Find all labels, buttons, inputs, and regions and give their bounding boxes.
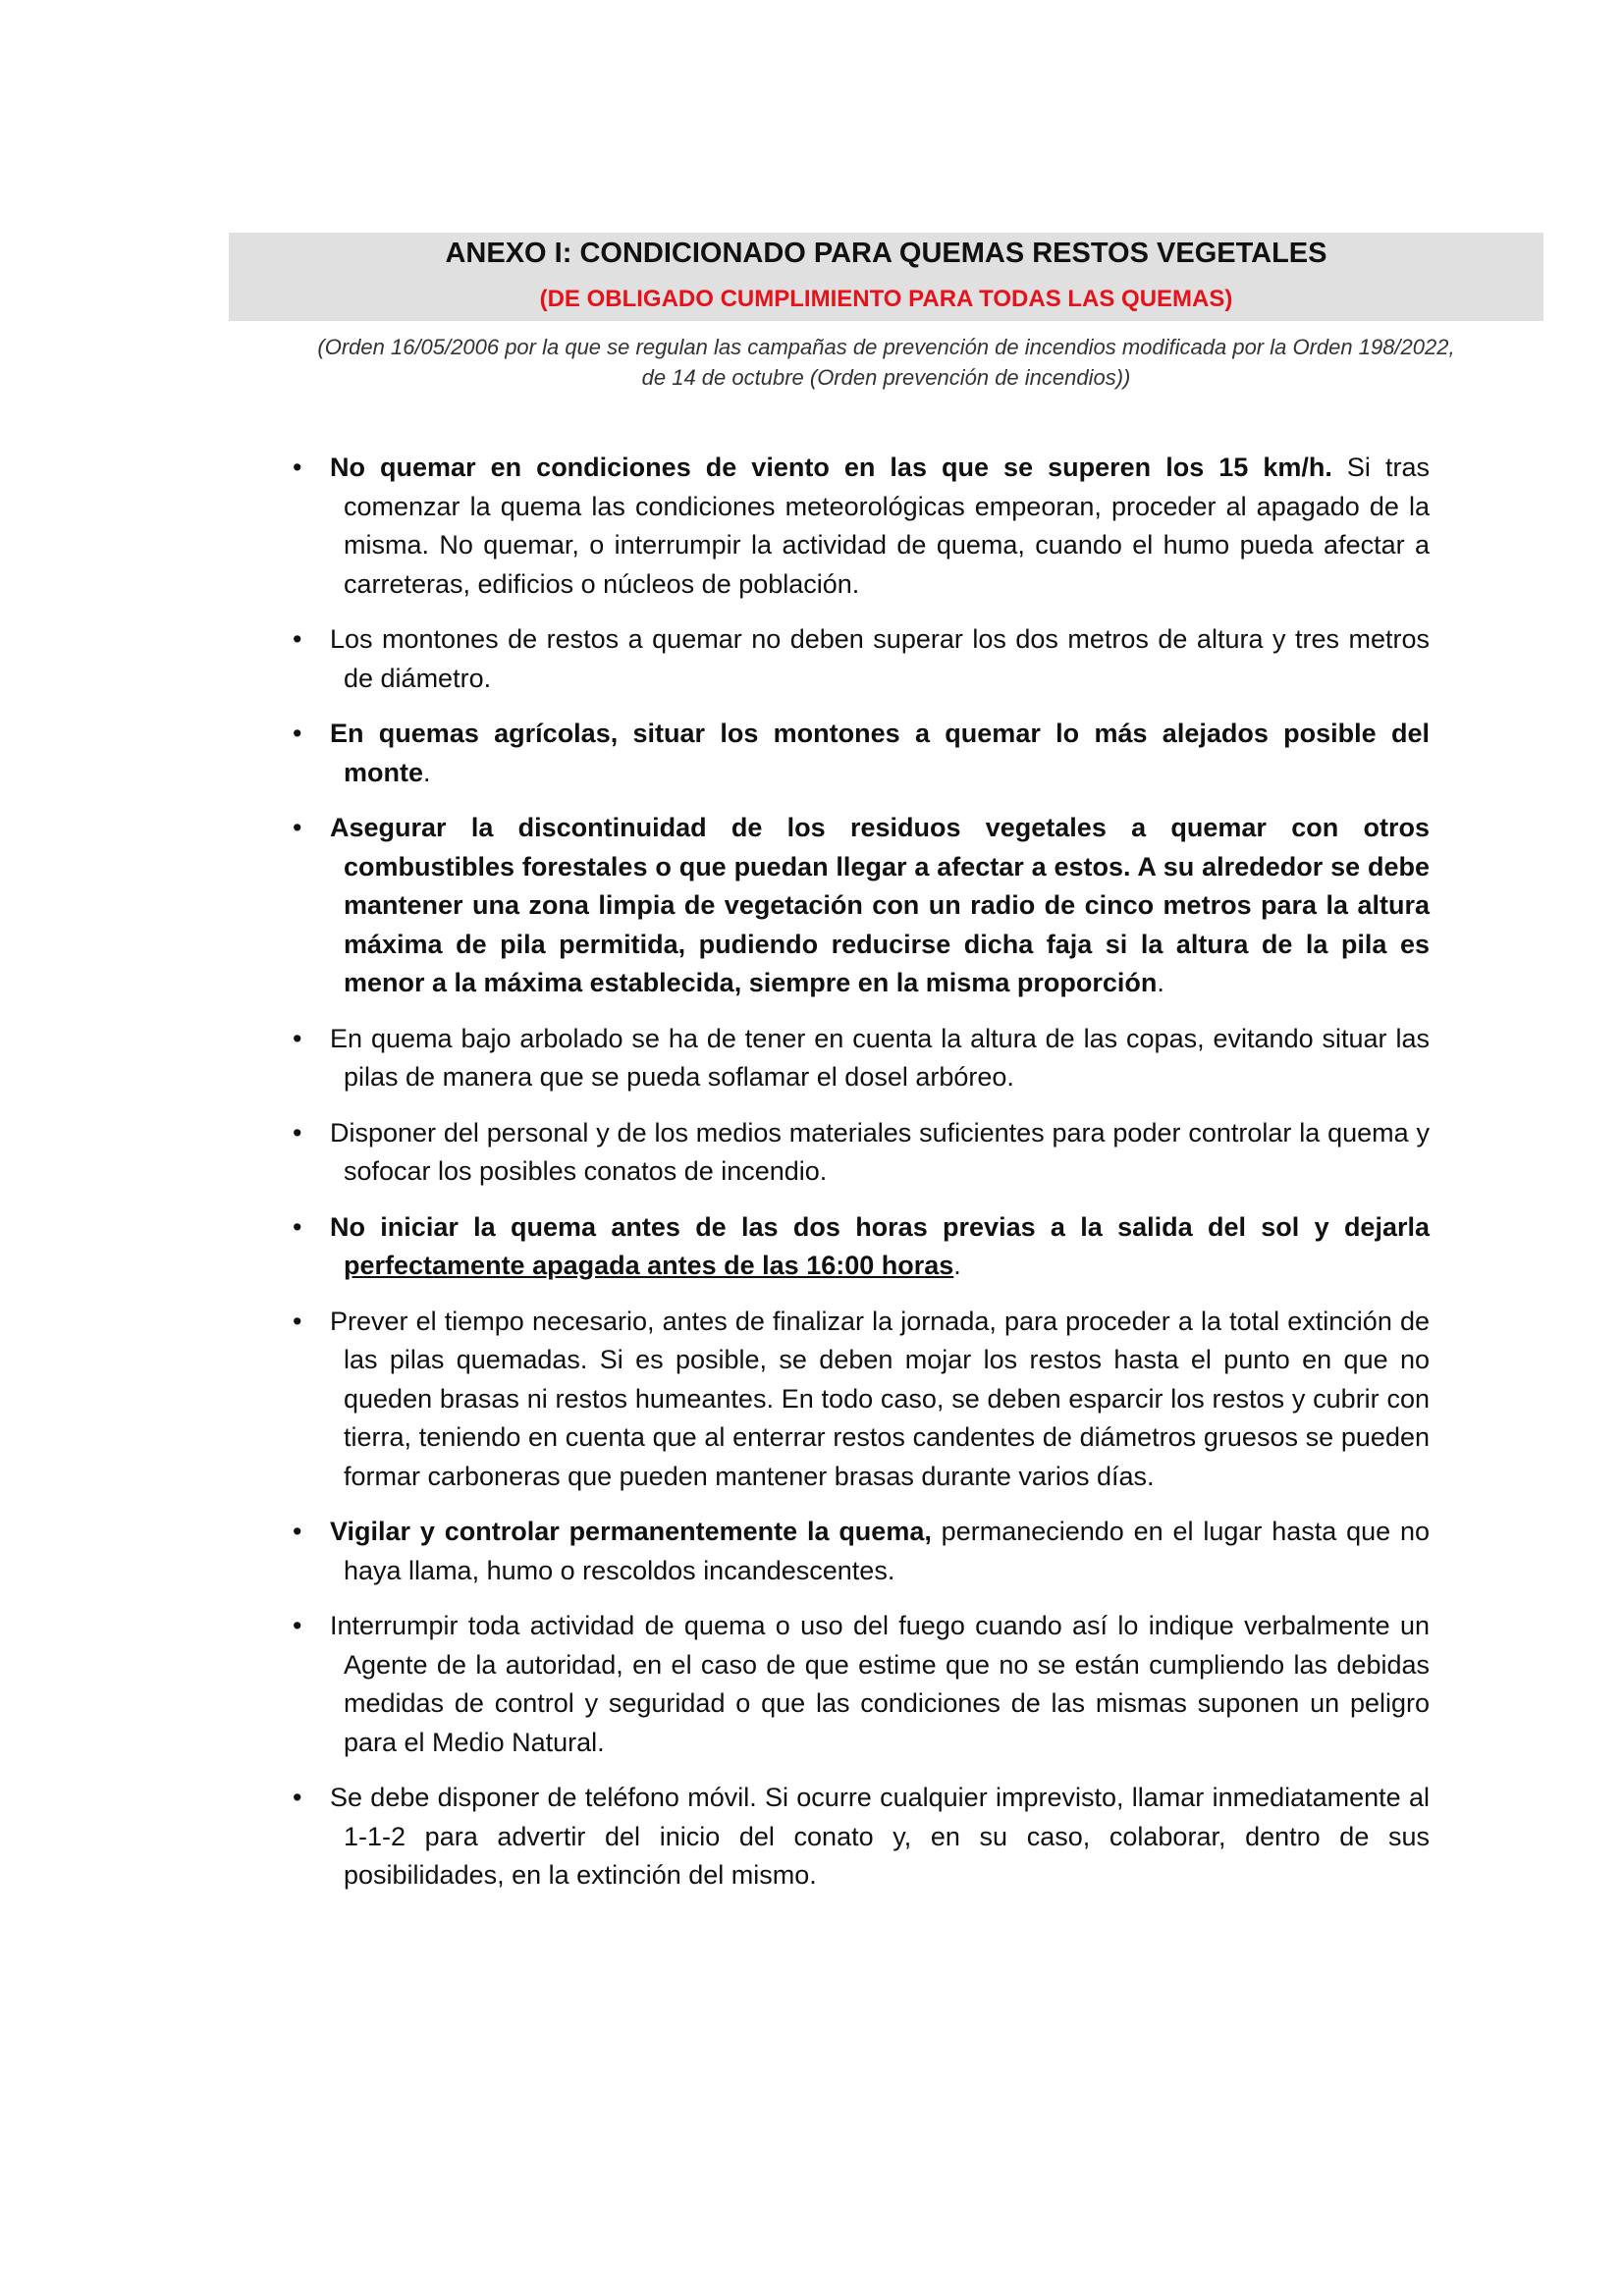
- rule-text: .: [953, 1251, 961, 1280]
- bullet-icon: •: [293, 1211, 302, 1242]
- rule-text: .: [1157, 968, 1164, 997]
- rule-bold-text: No iniciar la quema antes de las dos horas previas a la salida del sol y dejarla: [330, 1211, 1430, 1242]
- rule-item: [291, 449, 1430, 604]
- rule-text: Se debe disponer de teléfono móvil. Si ocurre cualquier imprevisto, llamar inmediatamente al 1-1-2 para advertir del inicio del conato y, en su caso, colaborar, dentro de sus posibilidades, en la extinción del mismo.: [330, 1783, 1430, 1890]
- rule-text: Interrumpir toda actividad de quema o uso del fuego cuando así lo indique verbalmente un Agente de la autoridad, en el caso de que estime que no se están cumpliendo las debidas medidas de control y seguridad o que las condiciones de las mismas suponen un peligro para el Medio Natural.: [330, 1611, 1430, 1757]
- rule-item: [291, 1607, 1430, 1762]
- bullet-icon: •: [293, 1611, 302, 1640]
- rule-bold-text: En quemas agrícolas, situar los montones a quemar lo más alejados posible del monte: [330, 719, 1430, 787]
- bullet-icon: •: [293, 1023, 302, 1053]
- bullet-icon: •: [293, 813, 302, 842]
- rule-text: Disponer del personal y de los medios materiales suficientes para poder controlar la quema y sofocar los posibles conatos de incendio.: [330, 1117, 1430, 1186]
- annex-title: ANEXO I: CONDICIONADO PARA QUEMAS RESTOS VEGETALES: [445, 238, 1327, 269]
- rule-text: Prever el tiempo necesario, antes de finalizar la jornada, para proceder a la total extinción de las pilas quemadas. Si es posible, se deben mojar los restos hasta el punto en que no queden brasas ni restos humeantes. En todo caso, se deben esparcir los restos y cubrir con tierra, teniendo en cuenta que al enterrar restos candentes de diámetros gruesos se pueden formar carboneras que pueden mantener brasas durante varios días.: [330, 1306, 1430, 1491]
- bullet-icon: •: [293, 719, 302, 748]
- rule-item: [291, 715, 1430, 792]
- bullet-icon: •: [293, 1783, 302, 1812]
- rule-text: Los montones de restos a quemar no deben superar los dos metros de altura y tres metros de diámetro.: [330, 624, 1430, 693]
- bullet-icon: •: [293, 624, 302, 654]
- rules-list: [291, 449, 1430, 1912]
- rule-text: En quema bajo arbolado se ha de tener en cuenta la altura de las copas, evitando situar las pilas de manera que se pueda soflamar el dosel arbóreo.: [330, 1023, 1430, 1092]
- rule-item: [291, 1114, 1430, 1192]
- rule-text: .: [423, 757, 431, 787]
- legal-reference-line-1: (Orden 16/05/2006 por la que se regulan las campañas de prevención de incendios modificada por la Orden 198/2022,: [317, 335, 1455, 359]
- bullet-icon: •: [293, 453, 302, 482]
- rule-bold-text: Vigilar y controlar permanentemente la quema,: [330, 1517, 932, 1546]
- rule-item: [291, 620, 1430, 698]
- bullet-icon: •: [293, 1517, 302, 1546]
- bullet-icon: •: [293, 1306, 302, 1336]
- rule-bold-text: No quemar en condiciones de viento en las que se superen los 15 km/h.: [330, 453, 1332, 482]
- bullet-icon: •: [293, 1117, 302, 1148]
- rule-item: [291, 1779, 1430, 1896]
- rule-item: [291, 1020, 1430, 1097]
- annex-subtitle: (DE OBLIGADO CUMPLIMIENTO PARA TODAS LAS QUEMAS): [539, 286, 1233, 312]
- legal-reference-line-2: de 14 de octubre (Orden prevención de incendios)): [641, 365, 1131, 390]
- rule-text: permaneciendo en el lugar hasta que no haya llama, humo o rescoldos incandescentes.: [344, 1517, 1430, 1585]
- rule-item: [291, 1303, 1430, 1497]
- rule-bold-underlined-text: perfectamente apagada antes de las 16:00 horas: [344, 1251, 954, 1280]
- rule-item: [291, 1513, 1430, 1590]
- legal-reference: [236, 332, 1537, 393]
- rule-item: [291, 809, 1430, 1003]
- rule-bold-text: Asegurar la discontinuidad de los residuos vegetales a quemar con otros combustibles forestales o que puedan llegar a afectar a estos. A su alrededor se debe mantener una zona limpia de vegetación con un radio de cinco metros para la altura máxima de pila permitida, pudiendo reducirse dicha faja si la altura de la pila es menor a la máxima establecida, siempre en la misma proporción: [330, 813, 1430, 997]
- rule-item: [291, 1208, 1430, 1286]
- rule-text: Si tras comenzar la quema las condiciones meteorológicas empeoran, proceder al apagado de la misma. No quemar, o interrumpir la actividad de quema, cuando el humo pueda afectar a carreteras, edificios o núcleos de población.: [344, 453, 1430, 599]
